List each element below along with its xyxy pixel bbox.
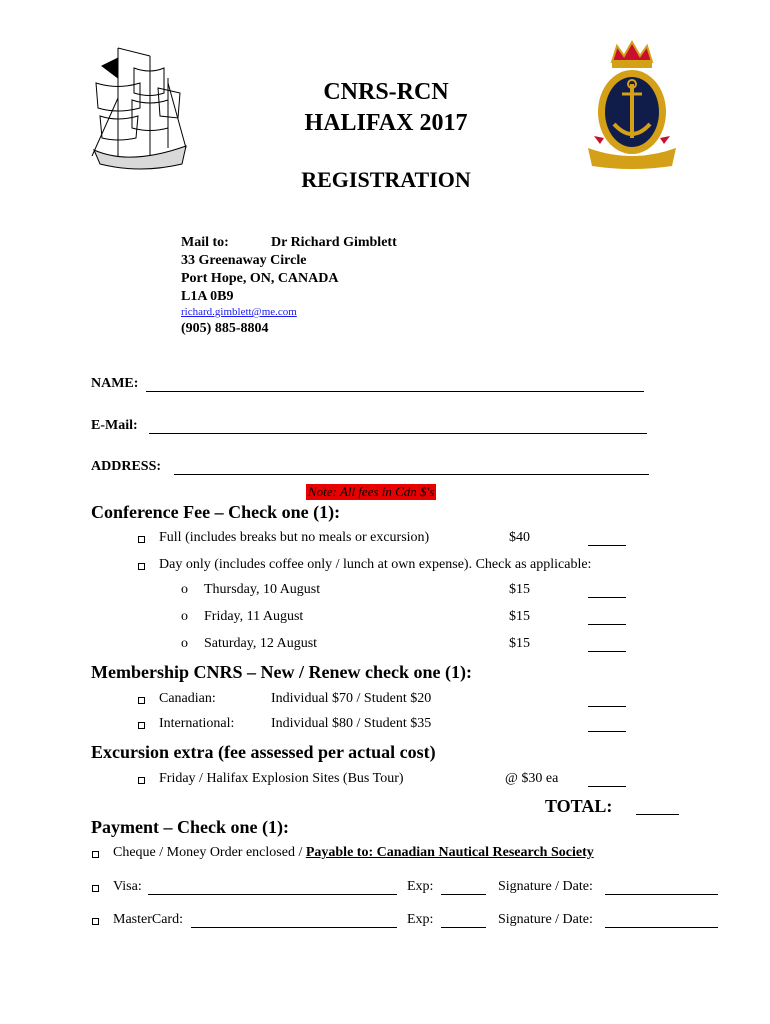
address-label: ADDRESS: — [91, 459, 162, 474]
visa-exp-label: Exp: — [407, 879, 434, 894]
page-subtitle: REGISTRATION — [301, 167, 471, 192]
naval-crest-logo — [582, 40, 682, 170]
excursion-heading: Excursion extra (fee assessed per actual cost) — [91, 742, 436, 762]
name-field-line[interactable] — [146, 391, 644, 392]
day-only-label: Day only (includes coffee only / lunch at own expense). Check as applicable: — [159, 557, 592, 572]
saturday-price: $15 — [509, 636, 530, 651]
thursday-label: Thursday, 10 August — [204, 582, 321, 597]
payment-heading: Payment – Check one (1): — [91, 817, 289, 837]
visa-number-line[interactable] — [148, 894, 397, 895]
excursion-price: @ $30 ea — [505, 771, 559, 786]
mail-to-name: Dr Richard Gimblett — [271, 235, 397, 250]
friday-label: Friday, 11 August — [204, 609, 304, 624]
total-amount-blank[interactable] — [636, 814, 679, 815]
visa-exp-line[interactable] — [441, 894, 486, 895]
full-option-label: Full (includes breaks but no meals or excursion) — [159, 530, 430, 545]
saturday-radio[interactable]: o — [181, 636, 188, 651]
mastercard-exp-label: Exp: — [407, 912, 434, 927]
excursion-amount-blank[interactable] — [588, 786, 626, 787]
sailing-ship-logo — [90, 38, 190, 173]
international-amount-blank[interactable] — [588, 731, 626, 732]
mastercard-exp-line[interactable] — [441, 927, 486, 928]
cheque-prefix: Cheque / Money Order enclosed / — [113, 845, 306, 860]
canadian-label: Canadian: — [159, 691, 216, 706]
mastercard-signature-line[interactable] — [605, 927, 718, 928]
excursion-checkbox[interactable] — [138, 777, 145, 784]
email-label: E-Mail: — [91, 418, 138, 433]
full-amount-blank[interactable] — [588, 545, 626, 546]
cheque-payable: Payable to: Canadian Nautical Research Society — [305, 845, 594, 860]
full-option-price: $40 — [509, 530, 530, 545]
canadian-checkbox[interactable] — [138, 697, 145, 704]
membership-heading: Membership CNRS – New / Renew check one (1): — [91, 662, 472, 682]
saturday-label: Saturday, 12 August — [204, 636, 318, 651]
friday-amount-blank[interactable] — [588, 624, 626, 625]
full-checkbox[interactable] — [138, 536, 145, 543]
friday-price: $15 — [509, 609, 530, 624]
international-label: International: — [159, 716, 235, 731]
mastercard-label: MasterCard: — [113, 912, 183, 927]
canadian-amount-blank[interactable] — [588, 706, 626, 707]
title-line-1: CNRS-RCN — [323, 79, 449, 105]
visa-signature-label: Signature / Date: — [498, 879, 593, 894]
excursion-label: Friday / Halifax Explosion Sites (Bus Tour) — [159, 771, 404, 786]
international-detail: Individual $80 / Student $35 — [271, 716, 432, 731]
mastercard-signature-label: Signature / Date: — [498, 912, 593, 927]
mail-to-address1: 33 Greenaway Circle — [181, 253, 307, 268]
thursday-radio[interactable]: o — [181, 582, 188, 597]
name-label: NAME: — [91, 376, 139, 391]
cheque-checkbox[interactable] — [92, 851, 99, 858]
mastercard-checkbox[interactable] — [92, 918, 99, 925]
thursday-price: $15 — [509, 582, 530, 597]
mail-to-label: Mail to: — [181, 235, 229, 250]
mail-to-address2: Port Hope, ON, CANADA — [181, 271, 339, 286]
email-field-line[interactable] — [149, 433, 647, 434]
saturday-amount-blank[interactable] — [588, 651, 626, 652]
visa-checkbox[interactable] — [92, 885, 99, 892]
total-label: TOTAL: — [545, 796, 613, 816]
contact-email-link[interactable]: richard.gimblett@me.com — [181, 306, 297, 318]
international-checkbox[interactable] — [138, 722, 145, 729]
mail-to-postal: L1A 0B9 — [181, 289, 234, 304]
cheque-label — [113, 845, 594, 861]
visa-signature-line[interactable] — [605, 894, 718, 895]
mastercard-number-line[interactable] — [191, 927, 397, 928]
day-only-checkbox[interactable] — [138, 563, 145, 570]
friday-radio[interactable]: o — [181, 609, 188, 624]
thursday-amount-blank[interactable] — [588, 597, 626, 598]
contact-phone: (905) 885-8804 — [181, 321, 269, 336]
currency-note: Note: All fees in Cdn $'s — [308, 484, 435, 499]
conference-heading: Conference Fee – Check one (1): — [91, 502, 341, 522]
title-line-2: HALIFAX 2017 — [304, 110, 468, 136]
visa-label: Visa: — [113, 879, 142, 894]
address-field-line[interactable] — [174, 474, 649, 475]
canadian-detail: Individual $70 / Student $20 — [271, 691, 432, 706]
